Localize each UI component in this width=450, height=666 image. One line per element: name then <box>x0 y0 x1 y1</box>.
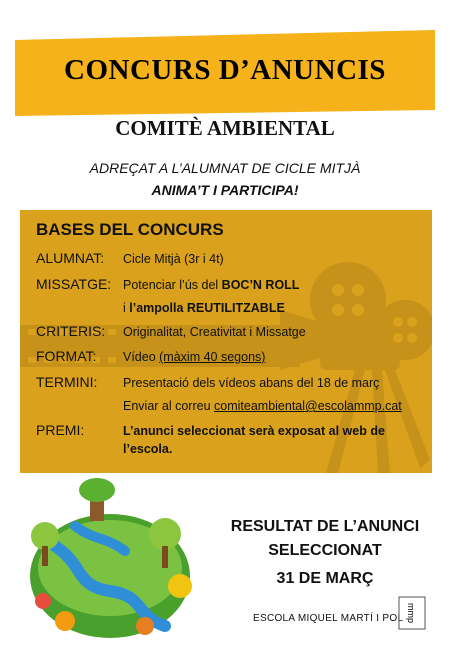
premi-label: PREMI: <box>36 422 85 438</box>
format-value-text: Vídeo <box>123 350 160 364</box>
result-line-2: SELECCIONAT <box>268 542 382 559</box>
alumnat-value: Cicle Mitjà (3r i 4t) <box>123 252 224 266</box>
result-line-1: RESULTAT DE L’ANUNCI <box>230 518 420 535</box>
school-logo <box>398 596 426 630</box>
email-link[interactable]: comiteambiental@escolammp.cat <box>214 399 402 413</box>
missatge-line-1-text: Potenciar l’ús del <box>123 278 222 292</box>
termini-value: Presentació dels vídeos abans del 18 de març <box>123 376 380 390</box>
green-planet-illustration <box>15 476 205 656</box>
page-subtitle: COMITÈ AMBIENTAL <box>115 116 335 140</box>
termini-label: TERMINI: <box>36 374 98 390</box>
format-label: FORMAT: <box>36 348 97 364</box>
missatge-line-2 <box>123 301 285 315</box>
termini-email-text: Enviar al correu <box>123 399 215 413</box>
call-to-action: ANIMA’T I PARTICIPA! <box>151 182 299 198</box>
bases-title: BASES DEL CONCURS <box>36 220 224 239</box>
alumnat-label: ALUMNAT: <box>36 250 105 266</box>
format-duration: (màxim 40 segons) <box>159 350 266 364</box>
missatge-line-2-text: i <box>123 301 130 315</box>
criteris-label: CRITERIS: <box>36 323 106 339</box>
missatge-product-2: l’ampolla REUTILITZABLE <box>129 301 285 315</box>
bases-panel <box>20 210 432 473</box>
missatge-label: MISSATGE: <box>36 276 112 292</box>
criteris-value: Originalitat, Creativitat i Missatge <box>123 325 306 339</box>
result-date: 31 DE MARÇ <box>276 570 374 587</box>
page-title: CONCURS D’ANUNCIS <box>64 54 386 86</box>
premi-line-1: L’anunci seleccionat serà exposat al web de <box>123 424 385 438</box>
missatge-product-1: BOC’N ROLL <box>221 278 300 292</box>
format-value <box>123 350 265 364</box>
premi-line-2: l’escola. <box>123 442 173 456</box>
school-name: ESCOLA MIQUEL MARTÍ I POL <box>253 613 404 624</box>
audience-text: ADREÇAT A L’ALUMNAT DE CICLE MITJÀ <box>89 160 361 176</box>
school-logo-icon <box>398 596 426 630</box>
missatge-line-1 <box>123 278 299 292</box>
termini-email-line <box>123 399 402 413</box>
title-banner <box>15 30 435 116</box>
school-logo-text: mmp <box>406 603 416 623</box>
